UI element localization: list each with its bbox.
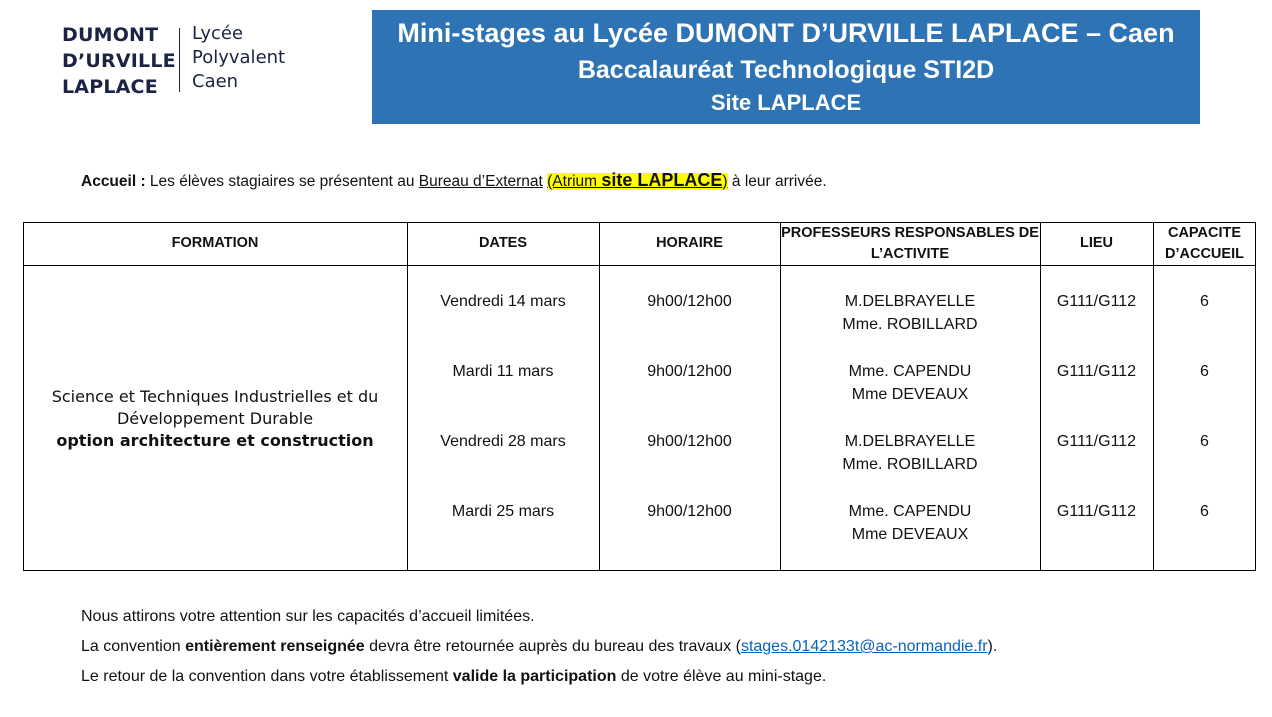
note-text: devra être retournée auprès du bureau des travaux ( bbox=[364, 638, 741, 655]
note-text: ). bbox=[987, 638, 998, 655]
site-laplace: site LAPLACE bbox=[601, 170, 723, 190]
date-cell: Mardi 25 mars bbox=[451, 503, 555, 520]
prof-name: Mme. ROBILLARD bbox=[842, 456, 978, 473]
lieu-cell: G111/G112 bbox=[1056, 503, 1137, 520]
horaire-cell: 9h00/12h00 bbox=[647, 433, 732, 450]
capacite-cell: 6 bbox=[1200, 363, 1209, 380]
prof-name: Mme. ROBILLARD bbox=[842, 316, 978, 333]
logo-sub-line: Polyvalent bbox=[192, 47, 286, 68]
prof-cell bbox=[780, 500, 1040, 546]
formation-option: option architecture et construction bbox=[56, 430, 374, 450]
horaire-cell: 9h00/12h00 bbox=[647, 503, 732, 520]
prof-name: M.DELBRAYELLE bbox=[844, 293, 976, 310]
header-lieu bbox=[1040, 222, 1153, 265]
accueil-text: Les élèves stagiaires se présentent au bbox=[145, 173, 419, 190]
capacite-cell: 6 bbox=[1200, 433, 1209, 450]
date-cell: Mardi 11 mars bbox=[452, 363, 554, 380]
date-cell: Vendredi 28 mars bbox=[440, 433, 566, 450]
accueil-label: Accueil : bbox=[81, 173, 146, 190]
header-professeurs bbox=[780, 222, 1040, 265]
lieu-cell: G111/G112 bbox=[1056, 433, 1137, 450]
atrium-text: (Atrium bbox=[547, 173, 602, 190]
horaire-cell: 9h00/12h00 bbox=[647, 293, 732, 310]
date-cell: Vendredi 14 mars bbox=[440, 293, 566, 310]
logo-line: D’URVILLE bbox=[62, 50, 176, 72]
header-lieu-text: LIEU bbox=[1079, 235, 1114, 251]
banner-subtitle: Baccalauréat Technologique STI2D bbox=[577, 56, 995, 84]
prof-cell bbox=[780, 430, 1040, 476]
note-validation bbox=[81, 662, 997, 692]
prof-name: Mme. CAPENDU bbox=[848, 503, 972, 520]
logo-subtitle bbox=[192, 22, 285, 94]
header-horaire bbox=[599, 222, 780, 265]
note-capacity: Nous attirons votre attention sur les capacités d’accueil limitées. bbox=[81, 608, 535, 625]
logo-line: LAPLACE bbox=[62, 76, 158, 98]
header-capacite-line1: CAPACITE bbox=[1167, 224, 1242, 241]
header-formation-text: FORMATION bbox=[171, 235, 259, 251]
accueil-paragraph bbox=[81, 170, 827, 191]
logo-separator bbox=[179, 28, 180, 92]
header-professeurs-line2: L’ACTIVITE bbox=[870, 245, 950, 262]
email-link[interactable]: stages.0142133t@ac-normandie.fr bbox=[740, 638, 988, 655]
logo-sub-line: Caen bbox=[192, 71, 239, 92]
header-dates-text: DATES bbox=[478, 235, 528, 251]
note-text: de votre élève au mini-stage. bbox=[616, 668, 827, 685]
highlight-atrium bbox=[547, 170, 728, 190]
note-text: La convention bbox=[81, 638, 186, 655]
note-convention bbox=[81, 632, 997, 662]
header-horaire-text: HORAIRE bbox=[656, 235, 723, 251]
title-banner bbox=[372, 10, 1200, 124]
school-logo bbox=[62, 22, 312, 102]
horaire-cell: 9h00/12h00 bbox=[647, 363, 732, 380]
formation-cell bbox=[23, 266, 407, 571]
prof-name: Mme. CAPENDU bbox=[848, 363, 972, 380]
accueil-end: à leur arrivée. bbox=[727, 173, 827, 190]
lieu-cell: G111/G112 bbox=[1056, 293, 1137, 310]
header-capacite bbox=[1153, 222, 1256, 265]
header-dates bbox=[407, 222, 599, 265]
banner-site: Site LAPLACE bbox=[710, 90, 862, 115]
logo-sub-line: Lycée bbox=[192, 23, 244, 44]
note-emphasis: entièrement renseignée bbox=[185, 638, 365, 655]
note-emphasis: valide la participation bbox=[452, 668, 617, 685]
capacite-cell: 6 bbox=[1200, 293, 1209, 310]
formation-line1: Science et Techniques Industrielles et du bbox=[51, 386, 379, 406]
banner-title: Mini-stages au Lycée DUMONT D’URVILLE LAPLACE – Caen bbox=[397, 18, 1175, 48]
prof-name: Mme DEVEAUX bbox=[851, 526, 969, 543]
capacite-cell: 6 bbox=[1200, 503, 1209, 520]
header-formation bbox=[23, 222, 407, 265]
notes-section bbox=[81, 602, 997, 692]
header-professeurs-line1: PROFESSEURS RESPONSABLES DE bbox=[781, 224, 1039, 241]
logo-line: DUMONT bbox=[62, 24, 159, 46]
prof-cell bbox=[780, 360, 1040, 406]
lieu-cell: G111/G112 bbox=[1056, 363, 1137, 380]
bureau-externat: Bureau d’Externat bbox=[418, 173, 543, 190]
prof-name: M.DELBRAYELLE bbox=[844, 433, 976, 450]
prof-cell bbox=[780, 290, 1040, 336]
header-capacite-line2: D’ACCUEIL bbox=[1165, 245, 1244, 262]
formation-line2: Développement Durable bbox=[116, 408, 314, 428]
prof-name: Mme DEVEAUX bbox=[851, 386, 969, 403]
note-text: Le retour de la convention dans votre établissement bbox=[81, 668, 453, 685]
logo-wordmark bbox=[62, 22, 176, 100]
mini-stages-table bbox=[23, 222, 1256, 571]
atrium-close: ) bbox=[722, 173, 728, 190]
